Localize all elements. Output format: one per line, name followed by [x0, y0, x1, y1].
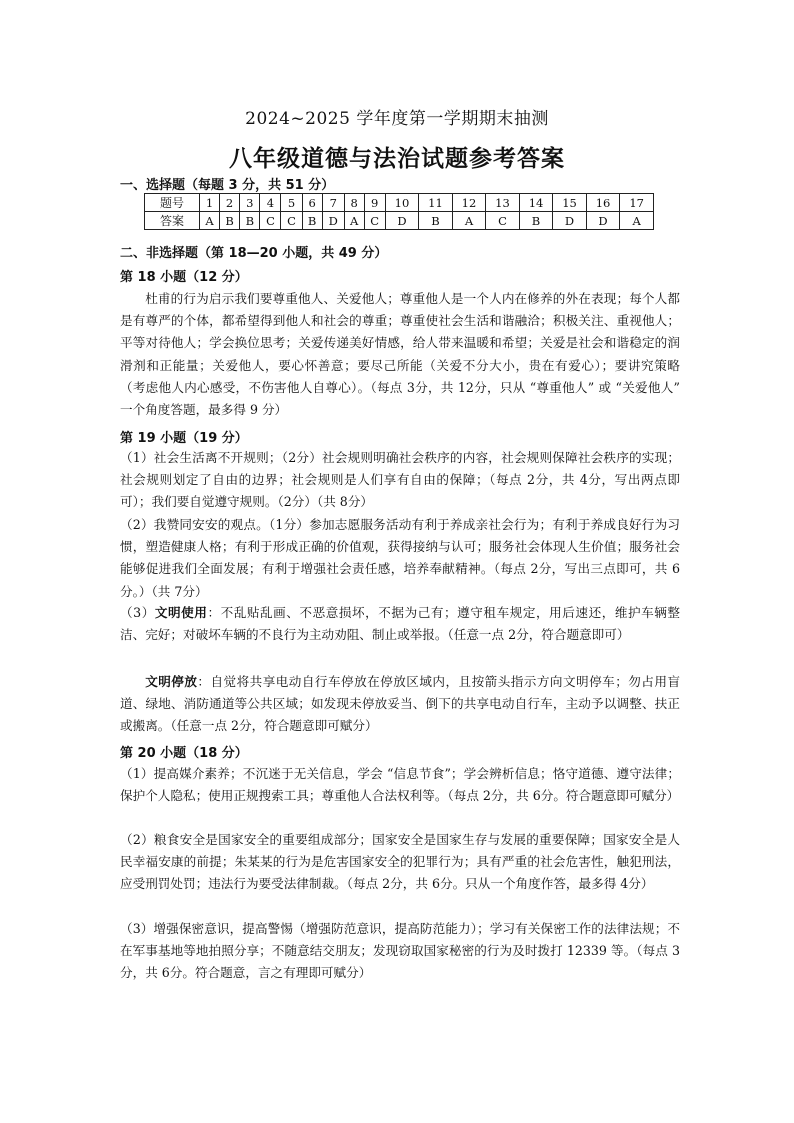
question-number-cell: 1: [200, 194, 220, 212]
answer-cell: B: [219, 212, 239, 230]
section1-heading: 一、选择题（每题 3 分，共 51 分）: [120, 178, 335, 193]
q19-heading: 第 19 小题（19 分）: [120, 431, 248, 446]
answer-key-table: [144, 193, 654, 230]
document-title: 八年级道德与法治试题参考答案: [229, 145, 565, 172]
q20-part2-text: （2）粮食安全是国家安全的重要组成部分；国家安全是国家生存与发展的重要保障；国家安全是人民幸福安康的前提；朱某某的行为是危害国家安全的犯罪行为；具有严重的社会危害性，触犯刑法，应受刑罚处罚；违法行为要受法律制裁。（每点 2分，共 6分。只从一个角度作答，最多得 4分）: [120, 832, 680, 892]
question-number-cell: 5: [281, 194, 302, 212]
q18-answer-text: 杜甫的行为启示我们要尊重他人、关爱他人；尊重他人是一个人内在修养的外在表现；每个人都是有尊严的个体，都希望得到他人和社会的尊重；尊重使社会生活和谐融洽；积极关注、重视他人；平等对待他人；学会换位思考；关爱传递美好情感，给人带来温暖和希望；关爱是社会和谐稳定的润滑剂和正能量；关爱他人，要心怀善意；要尽己所能（关爱不分大小，贵在有爱心）；要讲究策略（考虑他人内心感受，不伤害他人自尊心）。（每点 3分，共 12分，只从 “尊重他人” 或 “关爱他人” 一个角度答题，最多得 9 分）: [120, 291, 680, 418]
q19-part3-prefix: （3）: [120, 605, 155, 620]
answer-cell: B: [240, 212, 260, 230]
question-number-cell: 4: [260, 194, 281, 212]
question-number-cell: 13: [486, 194, 520, 212]
row-label-numbers: 题号: [145, 194, 200, 212]
q19-part4: [120, 671, 680, 738]
answer-cell: A: [452, 212, 486, 230]
section2-heading: 二、非选择题（第 18—20 小题，共 49 分）: [120, 246, 388, 261]
q20-part3-text: （3）增强保密意识，提高警惕（增强防范意识，提高防范能力）；学习有关保密工作的法律法规；不在军事基地等地拍照分享；不随意结交朋友；发现窃取国家秘密的行为及时拨打 12339 等。（每点 3分，共 6分。符合题意，言之有理即可赋分）: [120, 921, 680, 981]
q19-part3-text: ：不乱贴乱画、不恶意损坏，不据为己有；遵守租车规定，用后速还，维护车辆整洁、完好；对破坏车辆的不良行为主动劝阻、制止或举报。（任意一点 2分，符合题意即可）: [120, 605, 681, 643]
q19-part3: [120, 602, 680, 646]
q18-heading: 第 18 小题（12 分）: [120, 270, 248, 285]
question-number-cell: 2: [219, 194, 239, 212]
question-number-cell: 8: [344, 194, 364, 212]
q19-part4-text: ：自觉将共享电动自行车停放在停放区域内，且按箭头指示方向文明停车；勿占用盲道、绿地、消防通道等公共区域；如发现未停放妥当、倒下的共享电动自行车，主动予以调整、扶正或搬离。（任意一点 2分，符合题意即可赋分）: [120, 674, 681, 734]
answer-cell: B: [302, 212, 322, 230]
q19-part3-label: 文明使用: [154, 605, 208, 620]
q19-part2-text: （2）我赞同安安的观点。（1分）参加志愿服务活动有利于养成亲社会行为；有利于养成良好行为习惯，塑造健康人格；有利于形成正确的价值观，获得接纳与认可；服务社会体现人生价值；服务社会能够促进我们全面发展；有利于增强社会责任感，培养奉献精神。（每点 2分，写出三点即可，共 6分。）（共 7分）: [120, 517, 680, 599]
question-number-cell: 11: [419, 194, 453, 212]
answer-cell: A: [200, 212, 220, 230]
question-number-cell: 16: [586, 194, 620, 212]
answer-cell: D: [322, 212, 344, 230]
row-label-answers: 答案: [145, 212, 200, 230]
answer-cell: C: [260, 212, 281, 230]
question-number-cell: 17: [620, 194, 654, 212]
question-number-cell: 7: [322, 194, 344, 212]
question-number-cell: 3: [240, 194, 260, 212]
answer-cell: B: [419, 212, 453, 230]
q20-part1-text: （1）提高媒介素养；不沉迷于无关信息，学会 “信息节食”；学会辨析信息；恪守道德、遵守法律；保护个人隐私；使用正规搜索工具；尊重他人合法权利等。（每点 2分，共 6分。符合题意即可赋分）: [120, 766, 680, 804]
exam-period-title: 2024~2025 学年度第一学期期末抽测: [245, 109, 549, 129]
answer-cell: D: [385, 212, 419, 230]
question-number-cell: 9: [364, 194, 385, 212]
question-number-cell: 10: [385, 194, 419, 212]
q19-part1-text: （1）社会生活离不开规则；（2分）社会规则明确社会秩序的内容，社会规则保障社会秩序的实现；社会规则划定了自由的边界；社会规则是人们享有自由的保障；（每点 2分，共 4分，写出两点即可）；我们要自觉遵守规则。（2分）（共 8分）: [120, 450, 680, 510]
answer-cell: C: [281, 212, 302, 230]
answer-cell: C: [364, 212, 385, 230]
answer-cell: B: [519, 212, 553, 230]
table-row-answers: [145, 212, 654, 230]
question-number-cell: 14: [519, 194, 553, 212]
answer-cell: D: [553, 212, 587, 230]
answer-cell: C: [486, 212, 520, 230]
question-number-cell: 6: [302, 194, 322, 212]
answer-cell: D: [586, 212, 620, 230]
table-row-numbers: [145, 194, 654, 212]
answer-cell: A: [620, 212, 654, 230]
q20-heading: 第 20 小题（18 分）: [120, 746, 248, 761]
question-number-cell: 15: [553, 194, 587, 212]
answer-cell: A: [344, 212, 364, 230]
question-number-cell: 12: [452, 194, 486, 212]
q19-part4-label: 文明停放: [145, 674, 198, 689]
